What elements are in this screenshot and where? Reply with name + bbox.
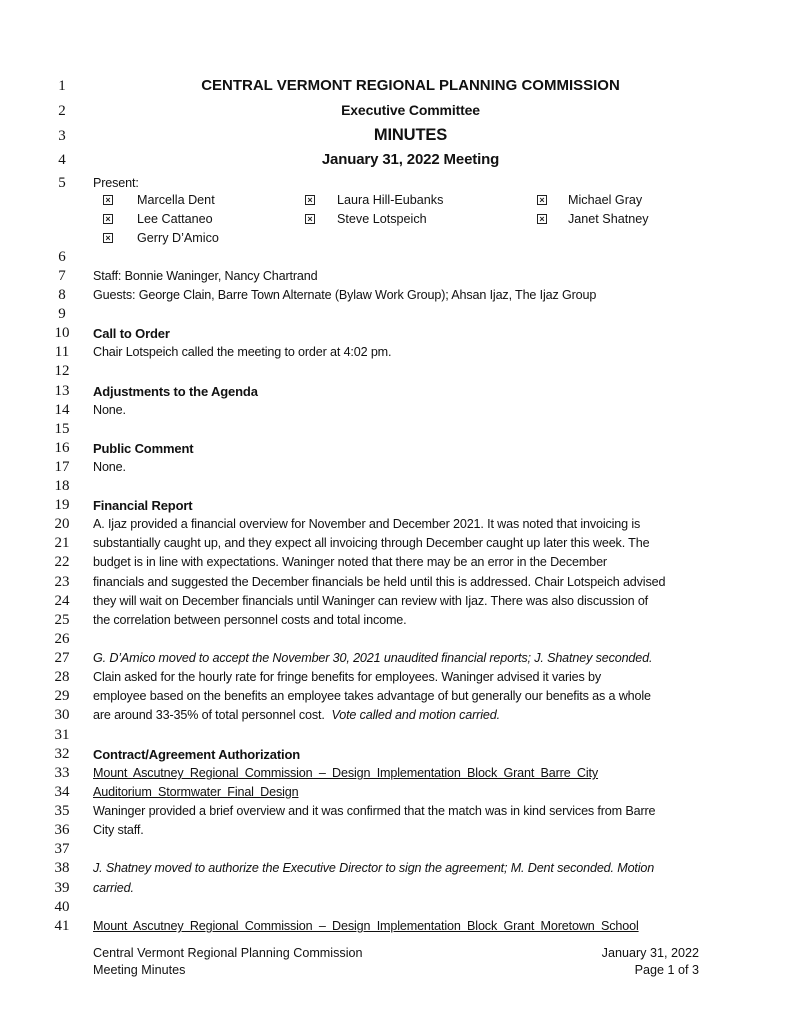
- financial-report-line: the correlation between personnel costs and total income.: [93, 613, 407, 627]
- line-number: 25: [54, 612, 70, 628]
- line-number: 35: [54, 803, 70, 819]
- section-heading-adjustments: Adjustments to the Agenda: [93, 384, 258, 399]
- line-number: 29: [54, 688, 70, 704]
- footer-date: January 31, 2022: [601, 946, 699, 960]
- present-label: Present:: [93, 176, 139, 190]
- line-number: 41: [54, 918, 70, 934]
- line-number: 33: [54, 765, 70, 781]
- financial-report-line: they will wait on December financials until Waninger can review with Ijaz. There was also discussion of: [93, 594, 649, 608]
- checked-box-icon: ×: [305, 214, 315, 224]
- line-number: 20: [54, 516, 70, 532]
- line-number: 36: [54, 822, 70, 838]
- line-number: 2: [58, 103, 66, 119]
- line-number: 5: [58, 175, 66, 191]
- financial-motion: G. D’Amico moved to accept the November 30, 2021 unaudited financial reports; J. Shatney seconded.: [93, 651, 653, 665]
- line-number: 27: [54, 650, 70, 666]
- financial-report-line: substantially caught up, and they expect all invoicing through December caught up later this week. The: [93, 536, 650, 550]
- checked-box-icon: ×: [537, 214, 547, 224]
- attendee-name: Steve Lotspeich: [337, 212, 427, 226]
- checked-box-icon: ×: [537, 195, 547, 205]
- line-number: 11: [54, 344, 70, 360]
- line-number: 3: [58, 128, 66, 144]
- public-comment-text: None.: [93, 460, 126, 474]
- line-number: 16: [54, 440, 70, 456]
- attendee-name: Janet Shatney: [568, 212, 649, 226]
- guests-line: Guests: George Clain, Barre Town Alternate (Bylaw Work Group); Ahsan Ijaz, The Ijaz Group: [93, 288, 597, 302]
- footer-page-number: Page 1 of 3: [634, 963, 699, 977]
- line-number: 24: [54, 593, 70, 609]
- financial-report-line: budget is in line with expectations. Waninger noted that there may be an error in the December: [93, 555, 607, 569]
- line-number: 31: [54, 727, 70, 743]
- attendee-name: Michael Gray: [568, 193, 643, 207]
- org-title: CENTRAL VERMONT REGIONAL PLANNING COMMISSION: [201, 77, 620, 94]
- line-number: 19: [54, 497, 70, 513]
- section-heading-call-to-order: Call to Order: [93, 326, 170, 341]
- financial-discussion-text: are around 33-35% of total personnel cost.: [93, 708, 332, 722]
- contract-item-title: Mount Ascutney Regional Commission – Design Implementation Block Grant Barre City: [93, 766, 599, 780]
- line-number: 23: [54, 574, 70, 590]
- line-number: 28: [54, 669, 70, 685]
- checked-box-icon: ×: [103, 233, 113, 243]
- line-number: 8: [58, 287, 66, 303]
- line-number: 37: [54, 841, 70, 857]
- contract-item-text-cont: City staff.: [93, 823, 144, 837]
- line-number: 39: [54, 880, 70, 896]
- meeting-date-title: January 31, 2022 Meeting: [321, 151, 500, 168]
- call-to-order-text: Chair Lotspeich called the meeting to order at 4:02 pm.: [93, 345, 392, 359]
- financial-discussion-line: Clain asked for the hourly rate for fringe benefits for employees. Waninger advised it varies by: [93, 670, 602, 684]
- contract-motion-cont: carried.: [93, 881, 134, 895]
- line-number: 4: [58, 152, 66, 168]
- line-number: 22: [54, 554, 70, 570]
- minutes-title: MINUTES: [373, 126, 448, 144]
- contract-item-text: Waninger provided a brief overview and it was confirmed that the match was in kind services from Barre: [93, 804, 656, 818]
- line-number: 30: [54, 707, 70, 723]
- line-number: 10: [54, 325, 70, 341]
- line-number: 12: [54, 363, 70, 379]
- vote-result: Vote called and motion carried.: [331, 708, 500, 722]
- line-number: 6: [58, 249, 66, 265]
- staff-line: Staff: Bonnie Waninger, Nancy Chartrand: [93, 269, 318, 283]
- line-number: 38: [54, 860, 70, 876]
- committee-title: Executive Committee: [341, 102, 480, 118]
- line-number: 21: [54, 535, 70, 551]
- footer-org: Central Vermont Regional Planning Commission: [93, 946, 363, 960]
- attendee-name: Gerry D’Amico: [137, 231, 219, 245]
- line-number: 18: [54, 478, 70, 494]
- section-heading-public-comment: Public Comment: [93, 441, 194, 456]
- financial-discussion-line: employee based on the benefits an employee takes advantage of but generally our benefits as a whole: [93, 689, 651, 703]
- attendee-name: Marcella Dent: [137, 193, 215, 207]
- line-number: 34: [54, 784, 70, 800]
- financial-discussion-last-line: [93, 706, 731, 725]
- line-number: 26: [54, 631, 70, 647]
- attendee-name: Lee Cattaneo: [137, 212, 213, 226]
- contract-item-title-cont: Auditorium Stormwater Final Design: [93, 785, 299, 799]
- line-number: 14: [54, 402, 70, 418]
- line-number: 15: [54, 421, 70, 437]
- line-number: 9: [58, 306, 66, 322]
- line-number: 1: [58, 78, 66, 94]
- contract-item-title: Mount Ascutney Regional Commission – Design Implementation Block Grant Moretown School: [93, 919, 639, 933]
- line-number: 13: [54, 383, 70, 399]
- checked-box-icon: ×: [103, 214, 113, 224]
- financial-report-line: financials and suggested the December financials be held until this is addressed. Chair Lotspeich advised: [93, 575, 666, 589]
- footer-doc-type: Meeting Minutes: [93, 963, 186, 977]
- adjustments-text: None.: [93, 403, 126, 417]
- line-number: 32: [54, 746, 70, 762]
- checked-box-icon: ×: [103, 195, 113, 205]
- section-heading-financial-report: Financial Report: [93, 498, 193, 513]
- contract-motion: J. Shatney moved to authorize the Executive Director to sign the agreement; M. Dent seconded. Motion: [93, 861, 655, 875]
- attendee-name: Laura Hill-Eubanks: [337, 193, 444, 207]
- line-number: 7: [58, 268, 66, 284]
- section-heading-contracts: Contract/Agreement Authorization: [93, 747, 301, 762]
- line-number: 17: [54, 459, 70, 475]
- checked-box-icon: ×: [305, 195, 315, 205]
- financial-report-line: A. Ijaz provided a financial overview for November and December 2021. It was noted that invoicing is: [93, 517, 641, 531]
- line-number: 40: [54, 899, 70, 915]
